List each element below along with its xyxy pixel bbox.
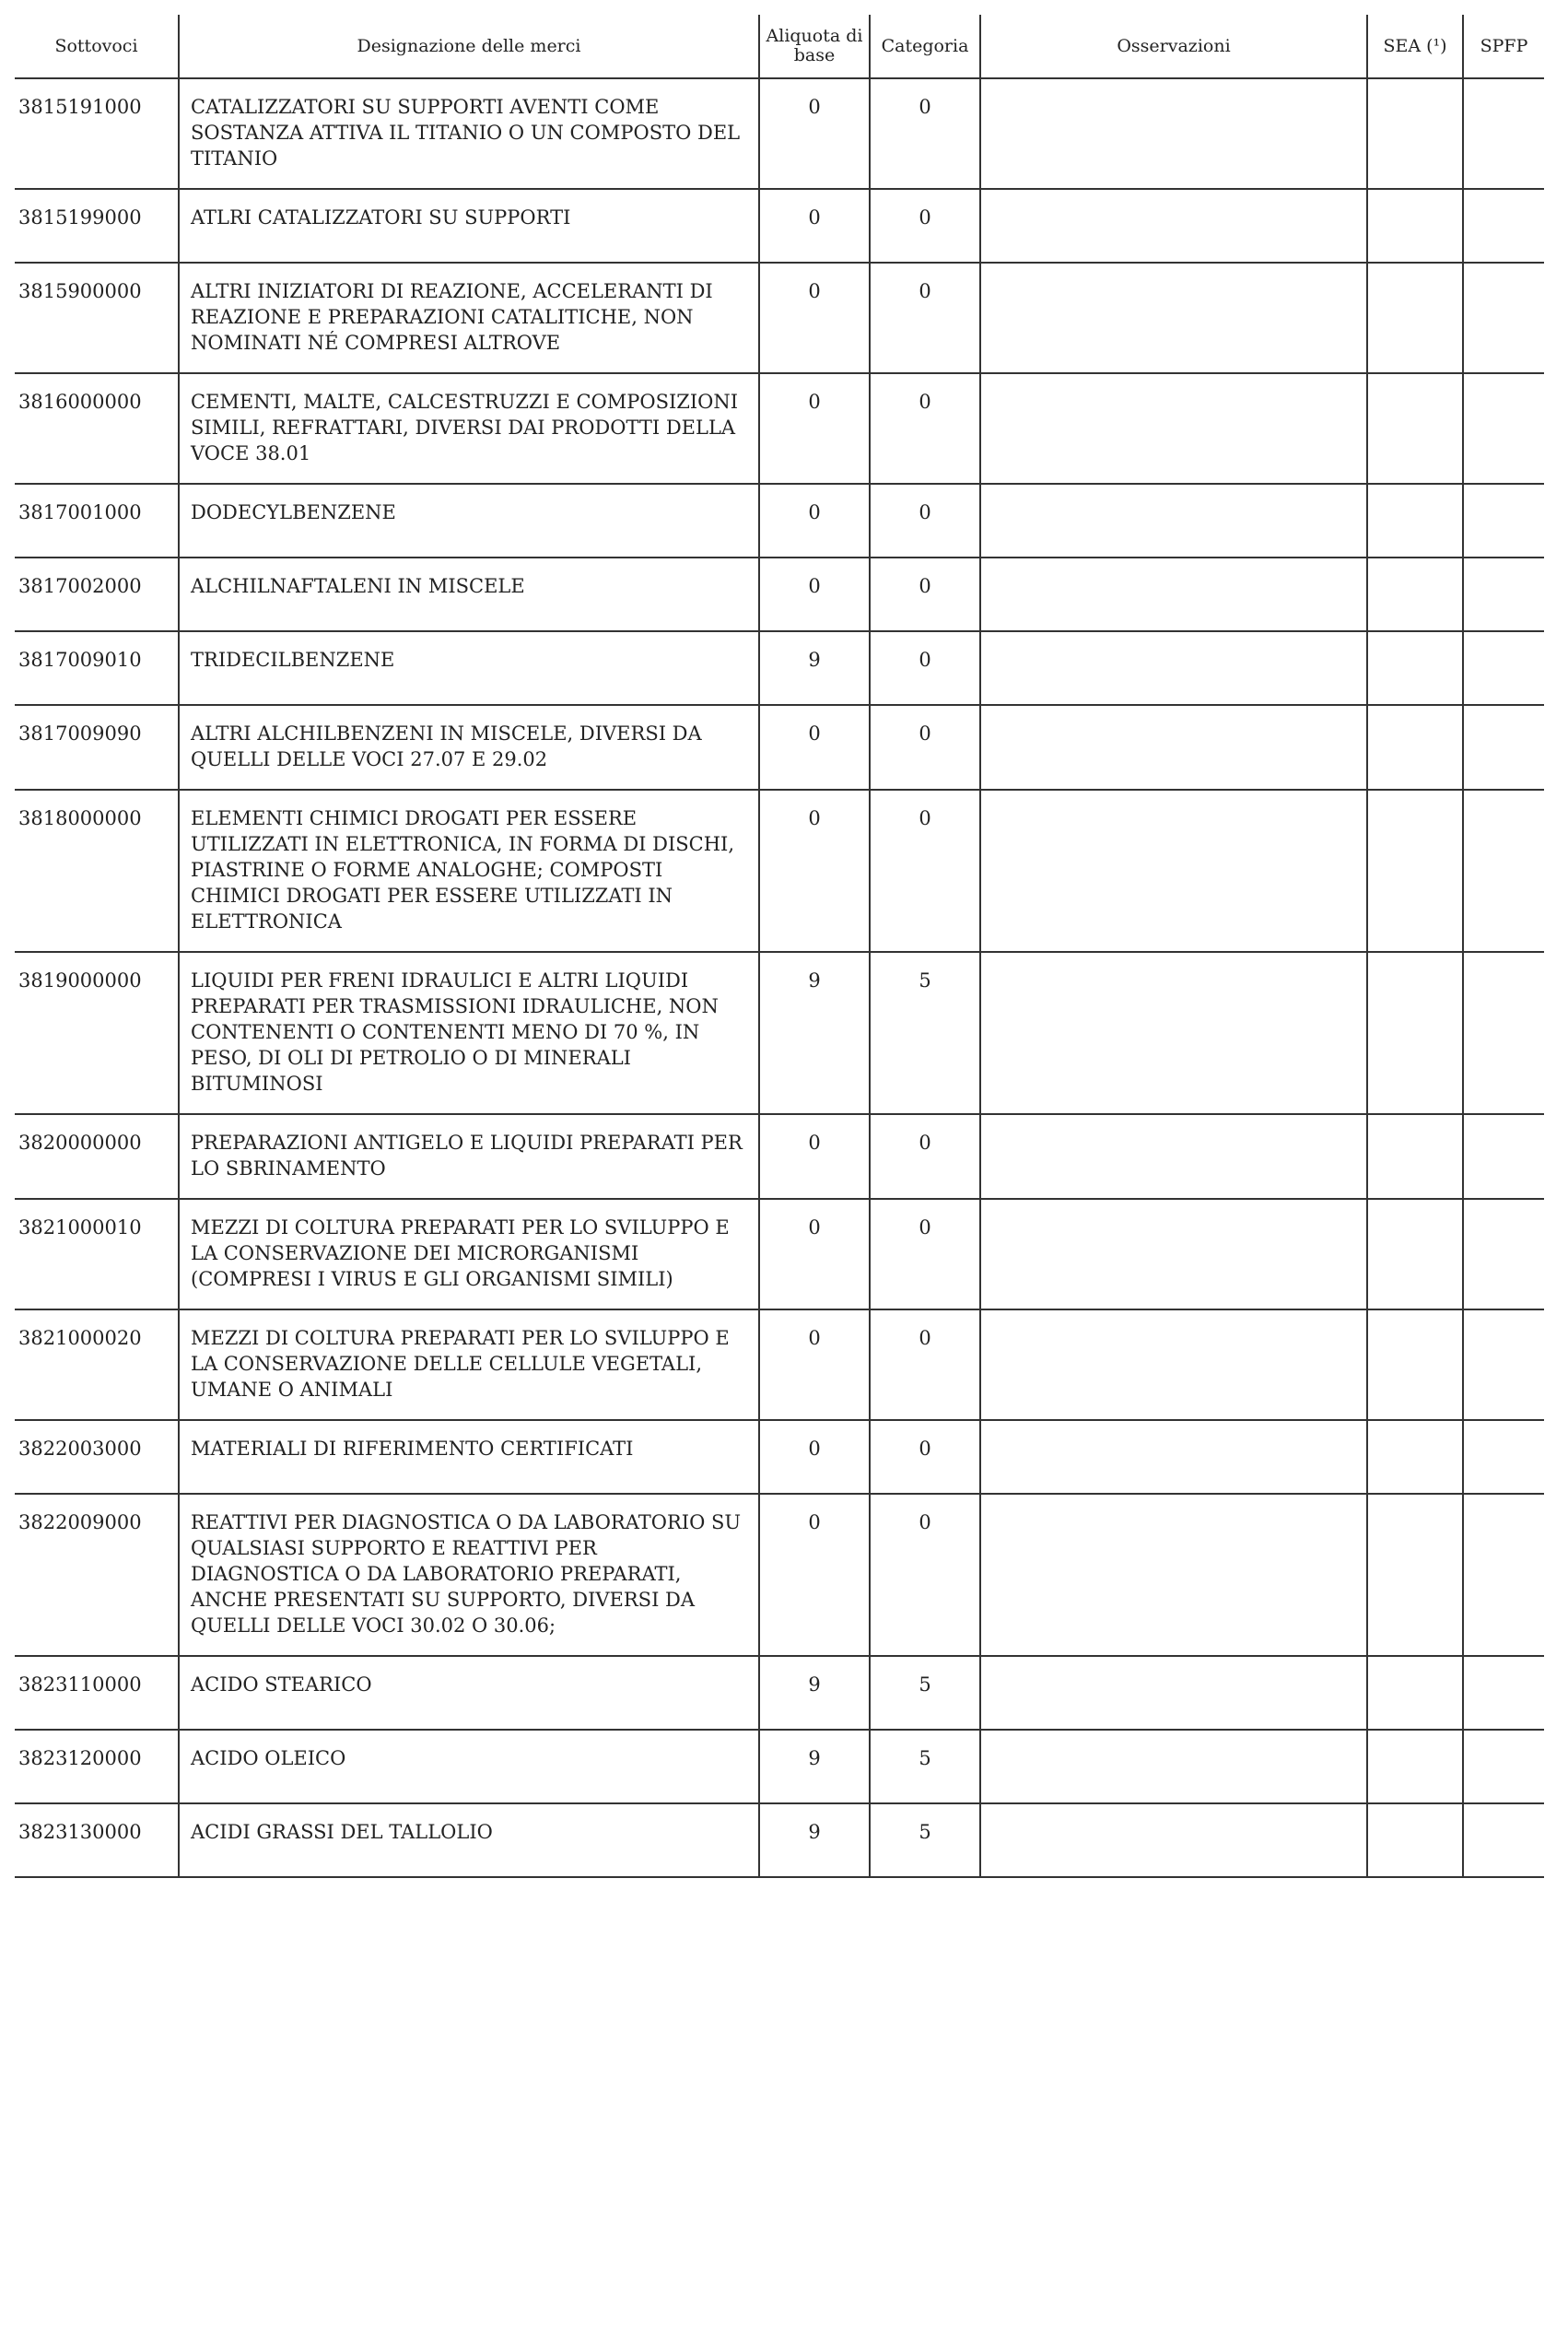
cell-base-rate: 0 — [759, 484, 870, 558]
cell-code: 3815199000 — [15, 189, 179, 263]
cell-category: 0 — [870, 558, 980, 631]
cell-description: MEZZI DI COLTURA PREPARATI PER LO SVILUPPO E LA CONSERVAZIONE DEI MICRORGANISMI (COMPRESI I VIRUS E GLI ORGANISMI SIMILI) — [179, 1199, 759, 1309]
table-row — [15, 1730, 1544, 1803]
cell-remarks — [980, 373, 1367, 484]
cell-base-rate: 0 — [759, 78, 870, 189]
cell-description: ALCHILNAFTALENI IN MISCELE — [179, 558, 759, 631]
cell-description: DODECYLBENZENE — [179, 484, 759, 558]
table-row — [15, 1114, 1544, 1199]
cell-sea — [1367, 189, 1463, 263]
table-row — [15, 263, 1544, 373]
cell-description: TRIDECILBENZENE — [179, 631, 759, 705]
cell-sea — [1367, 631, 1463, 705]
cell-spfp — [1463, 1420, 1544, 1494]
cell-sea — [1367, 78, 1463, 189]
cell-remarks — [980, 189, 1367, 263]
cell-code: 3822003000 — [15, 1420, 179, 1494]
cell-category: 0 — [870, 631, 980, 705]
cell-sea — [1367, 1494, 1463, 1656]
cell-category: 5 — [870, 1730, 980, 1803]
cell-remarks — [980, 263, 1367, 373]
cell-sea — [1367, 1199, 1463, 1309]
cell-spfp — [1463, 705, 1544, 790]
cell-remarks — [980, 952, 1367, 1114]
table-row — [15, 78, 1544, 189]
cell-category: 0 — [870, 1494, 980, 1656]
cell-base-rate: 9 — [759, 952, 870, 1114]
cell-code: 3822009000 — [15, 1494, 179, 1656]
table-row — [15, 952, 1544, 1114]
cell-category: 0 — [870, 790, 980, 952]
cell-spfp — [1463, 1309, 1544, 1420]
table-row — [15, 1199, 1544, 1309]
cell-code: 3815191000 — [15, 78, 179, 189]
table-row — [15, 373, 1544, 484]
cell-spfp — [1463, 1494, 1544, 1656]
cell-sea — [1367, 373, 1463, 484]
cell-remarks — [980, 78, 1367, 189]
page — [15, 15, 1544, 1878]
cell-spfp — [1463, 1114, 1544, 1199]
cell-remarks — [980, 1199, 1367, 1309]
cell-description: ATLRI CATALIZZATORI SU SUPPORTI — [179, 189, 759, 263]
table-body — [15, 78, 1544, 1877]
cell-code: 3817002000 — [15, 558, 179, 631]
cell-base-rate: 9 — [759, 1730, 870, 1803]
cell-spfp — [1463, 558, 1544, 631]
table-row — [15, 1420, 1544, 1494]
cell-code: 3817009010 — [15, 631, 179, 705]
cell-category: 0 — [870, 705, 980, 790]
header-code: Sottovoci — [15, 15, 179, 78]
cell-code: 3818000000 — [15, 790, 179, 952]
cell-remarks — [980, 558, 1367, 631]
cell-sea — [1367, 1803, 1463, 1877]
cell-category: 5 — [870, 952, 980, 1114]
cell-description: REATTIVI PER DIAGNOSTICA O DA LABORATORIO SU QUALSIASI SUPPORTO E REATTIVI PER DIAGNOSTICA O DA LABORATORIO PREPARATI, ANCHE PRESENTATI SU SUPPORTO, DIVERSI DA QUELLI DELLE VOCI 30.02 O 30.06; — [179, 1494, 759, 1656]
cell-remarks — [980, 790, 1367, 952]
cell-code: 3819000000 — [15, 952, 179, 1114]
cell-spfp — [1463, 1803, 1544, 1877]
table-row — [15, 631, 1544, 705]
cell-spfp — [1463, 1199, 1544, 1309]
cell-remarks — [980, 1730, 1367, 1803]
cell-description: ELEMENTI CHIMICI DROGATI PER ESSERE UTILIZZATI IN ELETTRONICA, IN FORMA DI DISCHI, PIASTRINE O FORME ANALOGHE; COMPOSTI CHIMICI DROGATI PER ESSERE UTILIZZATI IN ELETTRONICA — [179, 790, 759, 952]
cell-base-rate: 0 — [759, 1199, 870, 1309]
cell-description: ACIDO STEARICO — [179, 1656, 759, 1730]
cell-description: CATALIZZATORI SU SUPPORTI AVENTI COME SOSTANZA ATTIVA IL TITANIO O UN COMPOSTO DEL TITANIO — [179, 78, 759, 189]
cell-remarks — [980, 1114, 1367, 1199]
table-row — [15, 790, 1544, 952]
cell-category: 0 — [870, 1199, 980, 1309]
cell-base-rate: 0 — [759, 705, 870, 790]
cell-base-rate: 0 — [759, 1309, 870, 1420]
cell-spfp — [1463, 790, 1544, 952]
table-row — [15, 705, 1544, 790]
cell-code: 3821000020 — [15, 1309, 179, 1420]
header-spfp: SPFP — [1463, 15, 1544, 78]
cell-remarks — [980, 1656, 1367, 1730]
table-row — [15, 484, 1544, 558]
cell-remarks — [980, 1309, 1367, 1420]
cell-category: 0 — [870, 1114, 980, 1199]
cell-sea — [1367, 705, 1463, 790]
table-header-row — [15, 15, 1544, 78]
cell-spfp — [1463, 78, 1544, 189]
cell-spfp — [1463, 1730, 1544, 1803]
cell-spfp — [1463, 952, 1544, 1114]
cell-sea — [1367, 790, 1463, 952]
cell-description: MATERIALI DI RIFERIMENTO CERTIFICATI — [179, 1420, 759, 1494]
cell-sea — [1367, 1309, 1463, 1420]
cell-sea — [1367, 263, 1463, 373]
cell-sea — [1367, 1730, 1463, 1803]
tariff-table — [15, 15, 1544, 1878]
cell-spfp — [1463, 373, 1544, 484]
table-row — [15, 1494, 1544, 1656]
table-row — [15, 1656, 1544, 1730]
cell-spfp — [1463, 263, 1544, 373]
header-base-rate: Aliquota di base — [759, 15, 870, 78]
cell-base-rate: 0 — [759, 558, 870, 631]
cell-remarks — [980, 1494, 1367, 1656]
cell-spfp — [1463, 631, 1544, 705]
cell-spfp — [1463, 1656, 1544, 1730]
cell-sea — [1367, 1420, 1463, 1494]
cell-category: 0 — [870, 263, 980, 373]
cell-base-rate: 0 — [759, 189, 870, 263]
cell-category: 5 — [870, 1656, 980, 1730]
cell-base-rate: 9 — [759, 1803, 870, 1877]
cell-code: 3815900000 — [15, 263, 179, 373]
cell-code: 3823120000 — [15, 1730, 179, 1803]
cell-remarks — [980, 484, 1367, 558]
cell-base-rate: 0 — [759, 1420, 870, 1494]
cell-base-rate: 0 — [759, 1114, 870, 1199]
cell-category: 0 — [870, 78, 980, 189]
cell-description: ACIDI GRASSI DEL TALLOLIO — [179, 1803, 759, 1877]
cell-description: LIQUIDI PER FRENI IDRAULICI E ALTRI LIQUIDI PREPARATI PER TRASMISSIONI IDRAULICHE, NON CONTENENTI O CONTENENTI MENO DI 70 %, IN PESO, DI OLI DI PETROLIO O DI MINERALI BITUMINOSI — [179, 952, 759, 1114]
cell-description: PREPARAZIONI ANTIGELO E LIQUIDI PREPARATI PER LO SBRINAMENTO — [179, 1114, 759, 1199]
cell-remarks — [980, 705, 1367, 790]
table-row — [15, 1803, 1544, 1877]
cell-category: 0 — [870, 189, 980, 263]
table-row — [15, 558, 1544, 631]
cell-category: 5 — [870, 1803, 980, 1877]
cell-code: 3816000000 — [15, 373, 179, 484]
cell-category: 0 — [870, 1309, 980, 1420]
cell-description: MEZZI DI COLTURA PREPARATI PER LO SVILUPPO E LA CONSERVAZIONE DELLE CELLULE VEGETALI, UMANE O ANIMALI — [179, 1309, 759, 1420]
cell-spfp — [1463, 484, 1544, 558]
cell-base-rate: 0 — [759, 263, 870, 373]
cell-code: 3821000010 — [15, 1199, 179, 1309]
header-remarks: Osservazioni — [980, 15, 1367, 78]
cell-category: 0 — [870, 1420, 980, 1494]
header-category: Categoria — [870, 15, 980, 78]
cell-description: ALTRI ALCHILBENZENI IN MISCELE, DIVERSI DA QUELLI DELLE VOCI 27.07 E 29.02 — [179, 705, 759, 790]
cell-remarks — [980, 631, 1367, 705]
cell-description: ALTRI INIZIATORI DI REAZIONE, ACCELERANTI DI REAZIONE E PREPARAZIONI CATALITICHE, NON NOMINATI NÉ COMPRESI ALTROVE — [179, 263, 759, 373]
cell-base-rate: 9 — [759, 631, 870, 705]
cell-base-rate: 9 — [759, 1656, 870, 1730]
cell-sea — [1367, 1656, 1463, 1730]
cell-code: 3817001000 — [15, 484, 179, 558]
cell-remarks — [980, 1803, 1367, 1877]
cell-sea — [1367, 484, 1463, 558]
table-row — [15, 189, 1544, 263]
table-row — [15, 1309, 1544, 1420]
cell-sea — [1367, 1114, 1463, 1199]
header-sea: SEA (¹) — [1367, 15, 1463, 78]
cell-category: 0 — [870, 373, 980, 484]
cell-base-rate: 0 — [759, 1494, 870, 1656]
cell-base-rate: 0 — [759, 373, 870, 484]
cell-code: 3820000000 — [15, 1114, 179, 1199]
cell-sea — [1367, 952, 1463, 1114]
header-description: Designazione delle merci — [179, 15, 759, 78]
cell-remarks — [980, 1420, 1367, 1494]
cell-sea — [1367, 558, 1463, 631]
cell-code: 3823110000 — [15, 1656, 179, 1730]
cell-description: CEMENTI, MALTE, CALCESTRUZZI E COMPOSIZIONI SIMILI, REFRATTARI, DIVERSI DAI PRODOTTI DELLA VOCE 38.01 — [179, 373, 759, 484]
cell-category: 0 — [870, 484, 980, 558]
cell-code: 3817009090 — [15, 705, 179, 790]
cell-description: ACIDO OLEICO — [179, 1730, 759, 1803]
cell-code: 3823130000 — [15, 1803, 179, 1877]
cell-spfp — [1463, 189, 1544, 263]
cell-base-rate: 0 — [759, 790, 870, 952]
